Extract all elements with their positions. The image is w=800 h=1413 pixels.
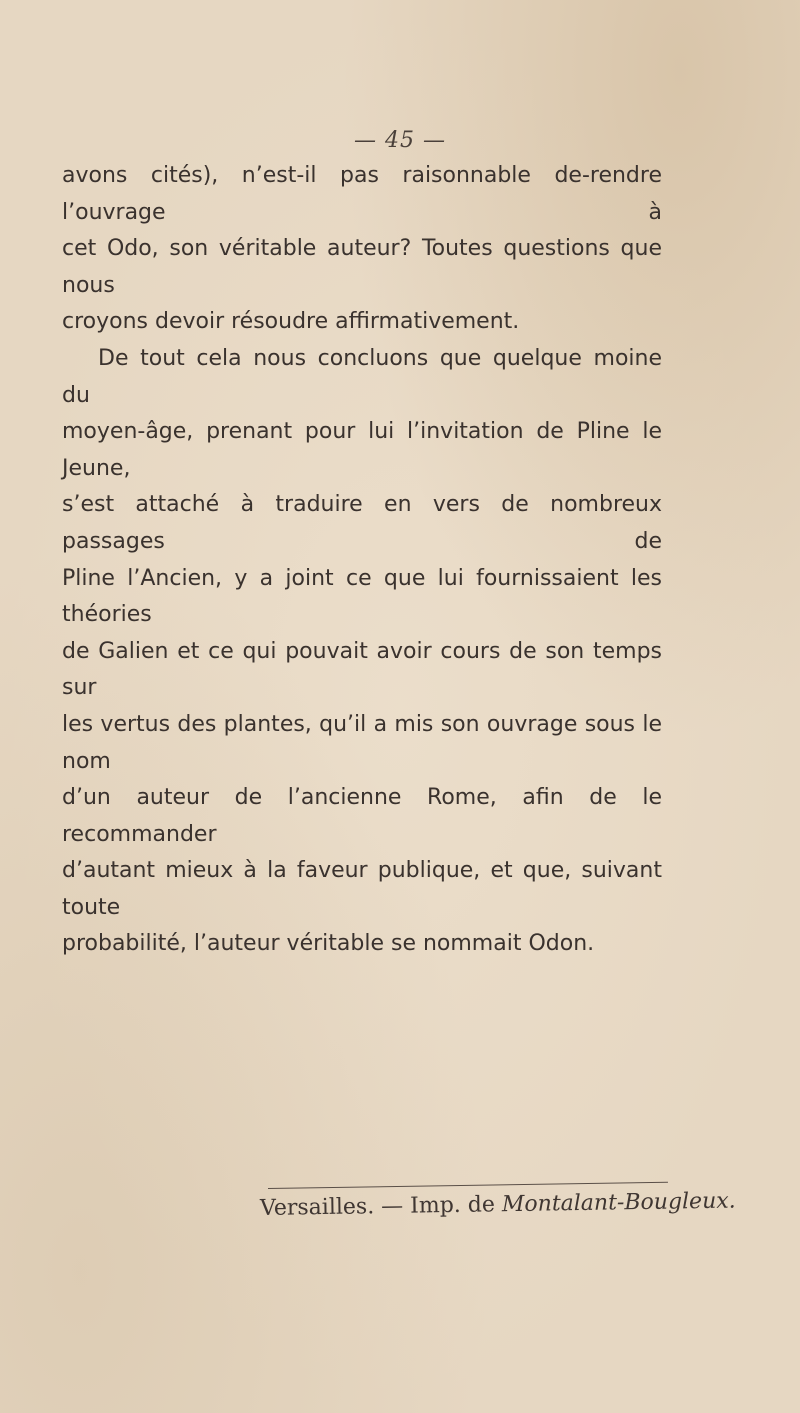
text-line: s’est attaché à traduire en vers de nombreux passages de <box>62 492 662 554</box>
text-line: cet Odo, son véritable auteur? Toutes questions que nous <box>62 236 662 298</box>
text-line: De tout cela nous concluons que quelque moine du <box>62 345 662 408</box>
text-line: d’autant mieux à la faveur publique, et que, suivant toute <box>62 858 662 920</box>
text-line: avons cités), n’est-il pas raisonnable de-rendre l’ouvrage à <box>62 163 662 225</box>
paragraph-2 <box>62 341 662 963</box>
text-line: les vertus des plantes, qu’il a mis son ouvrage sous le nom <box>62 711 662 774</box>
paragraph-1 <box>62 158 662 341</box>
text-line: d’un auteur de l’ancienne Rome, afin de le recommander <box>62 785 662 847</box>
imprint-place: Versailles. — Imp. de <box>259 1192 503 1221</box>
text-line: de Galien et ce qui pouvait avoir cours de son temps sur <box>62 638 662 701</box>
imprint-printer: Montalant-Bougleux. <box>501 1188 736 1218</box>
printer-imprint <box>259 1188 736 1221</box>
page-number: — 45 — <box>354 128 446 153</box>
text-line: moyen-âge, prenant pour lui l’invitation de Pline le Jeune, <box>62 419 662 481</box>
text-line: croyons devoir résoudre affirmativement. <box>62 309 520 335</box>
text-line: Pline l’Ancien, y a joint ce que lui fournissaient les théories <box>62 565 662 628</box>
text-line: probabilité, l’auteur véritable se nommait Odon. <box>62 931 595 957</box>
body-text <box>62 158 662 963</box>
imprint-divider <box>268 1182 668 1189</box>
